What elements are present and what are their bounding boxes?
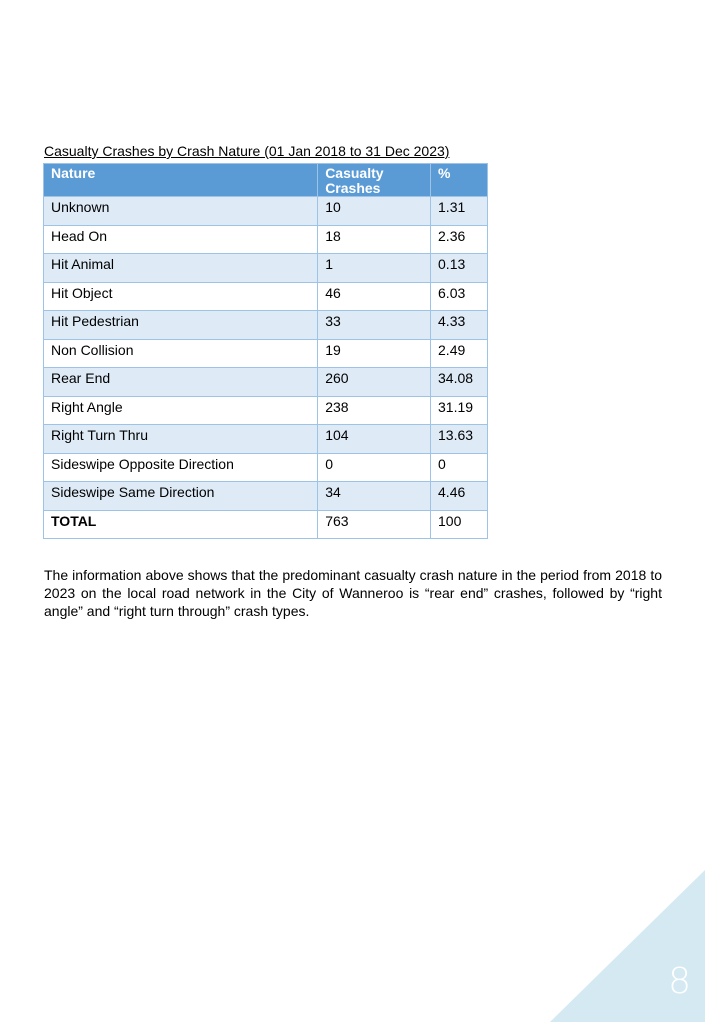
cell-casualty-crashes: 238	[318, 396, 431, 425]
table-row	[44, 482, 488, 511]
cell-nature: Non Collision	[44, 339, 318, 368]
table-row	[44, 368, 488, 397]
cell-casualty-crashes: 33	[318, 311, 431, 340]
cell-percent: 34.08	[431, 368, 488, 397]
cell-casualty-crashes: 18	[318, 225, 431, 254]
cell-percent: 4.33	[431, 311, 488, 340]
table-row	[44, 311, 488, 340]
cell-casualty-crashes: 104	[318, 425, 431, 454]
crash-nature-table	[43, 163, 488, 539]
table-row	[44, 197, 488, 226]
table-total-row	[44, 510, 488, 539]
total-cell-percent: 100	[431, 510, 488, 539]
cell-casualty-crashes: 260	[318, 368, 431, 397]
cell-percent: 31.19	[431, 396, 488, 425]
cell-nature: Hit Pedestrian	[44, 311, 318, 340]
cell-nature: Rear End	[44, 368, 318, 397]
cell-percent: 2.36	[431, 225, 488, 254]
summary-paragraph: The information above shows that the predominant casualty crash nature in the period from 2018 to 2023 on the local road network in the City of Wanneroo is “rear end” crashes, followed by “right angle” and “right turn through” crash types.	[44, 567, 662, 619]
total-cell-casualty-crashes: 763	[318, 510, 431, 539]
header-nature: Nature	[44, 164, 318, 197]
page-number: 8	[668, 961, 691, 1002]
header-casualty-crashes: Casualty Crashes	[318, 164, 431, 197]
table-row	[44, 339, 488, 368]
table-row	[44, 225, 488, 254]
table-body	[44, 197, 488, 539]
cell-nature: Head On	[44, 225, 318, 254]
cell-casualty-crashes: 1	[318, 254, 431, 283]
cell-nature: Sideswipe Opposite Direction	[44, 453, 318, 482]
table-row	[44, 425, 488, 454]
cell-percent: 1.31	[431, 197, 488, 226]
cell-casualty-crashes: 19	[318, 339, 431, 368]
cell-percent: 13.63	[431, 425, 488, 454]
cell-casualty-crashes: 46	[318, 282, 431, 311]
cell-casualty-crashes: 0	[318, 453, 431, 482]
cell-percent: 4.46	[431, 482, 488, 511]
cell-percent: 0.13	[431, 254, 488, 283]
table-row	[44, 453, 488, 482]
table-header-row	[44, 164, 488, 197]
cell-percent: 2.49	[431, 339, 488, 368]
cell-nature: Hit Animal	[44, 254, 318, 283]
cell-nature: Hit Object	[44, 282, 318, 311]
cell-nature: Sideswipe Same Direction	[44, 482, 318, 511]
cell-percent: 6.03	[431, 282, 488, 311]
table-row	[44, 282, 488, 311]
total-cell-nature: TOTAL	[44, 510, 318, 539]
table-row	[44, 254, 488, 283]
cell-nature: Right Angle	[44, 396, 318, 425]
cell-casualty-crashes: 34	[318, 482, 431, 511]
cell-percent: 0	[431, 453, 488, 482]
header-percent: %	[431, 164, 488, 197]
cell-nature: Unknown	[44, 197, 318, 226]
table-caption: Casualty Crashes by Crash Nature (01 Jan 2018 to 31 Dec 2023)	[44, 143, 450, 159]
cell-casualty-crashes: 10	[318, 197, 431, 226]
cell-nature: Right Turn Thru	[44, 425, 318, 454]
table-row	[44, 396, 488, 425]
